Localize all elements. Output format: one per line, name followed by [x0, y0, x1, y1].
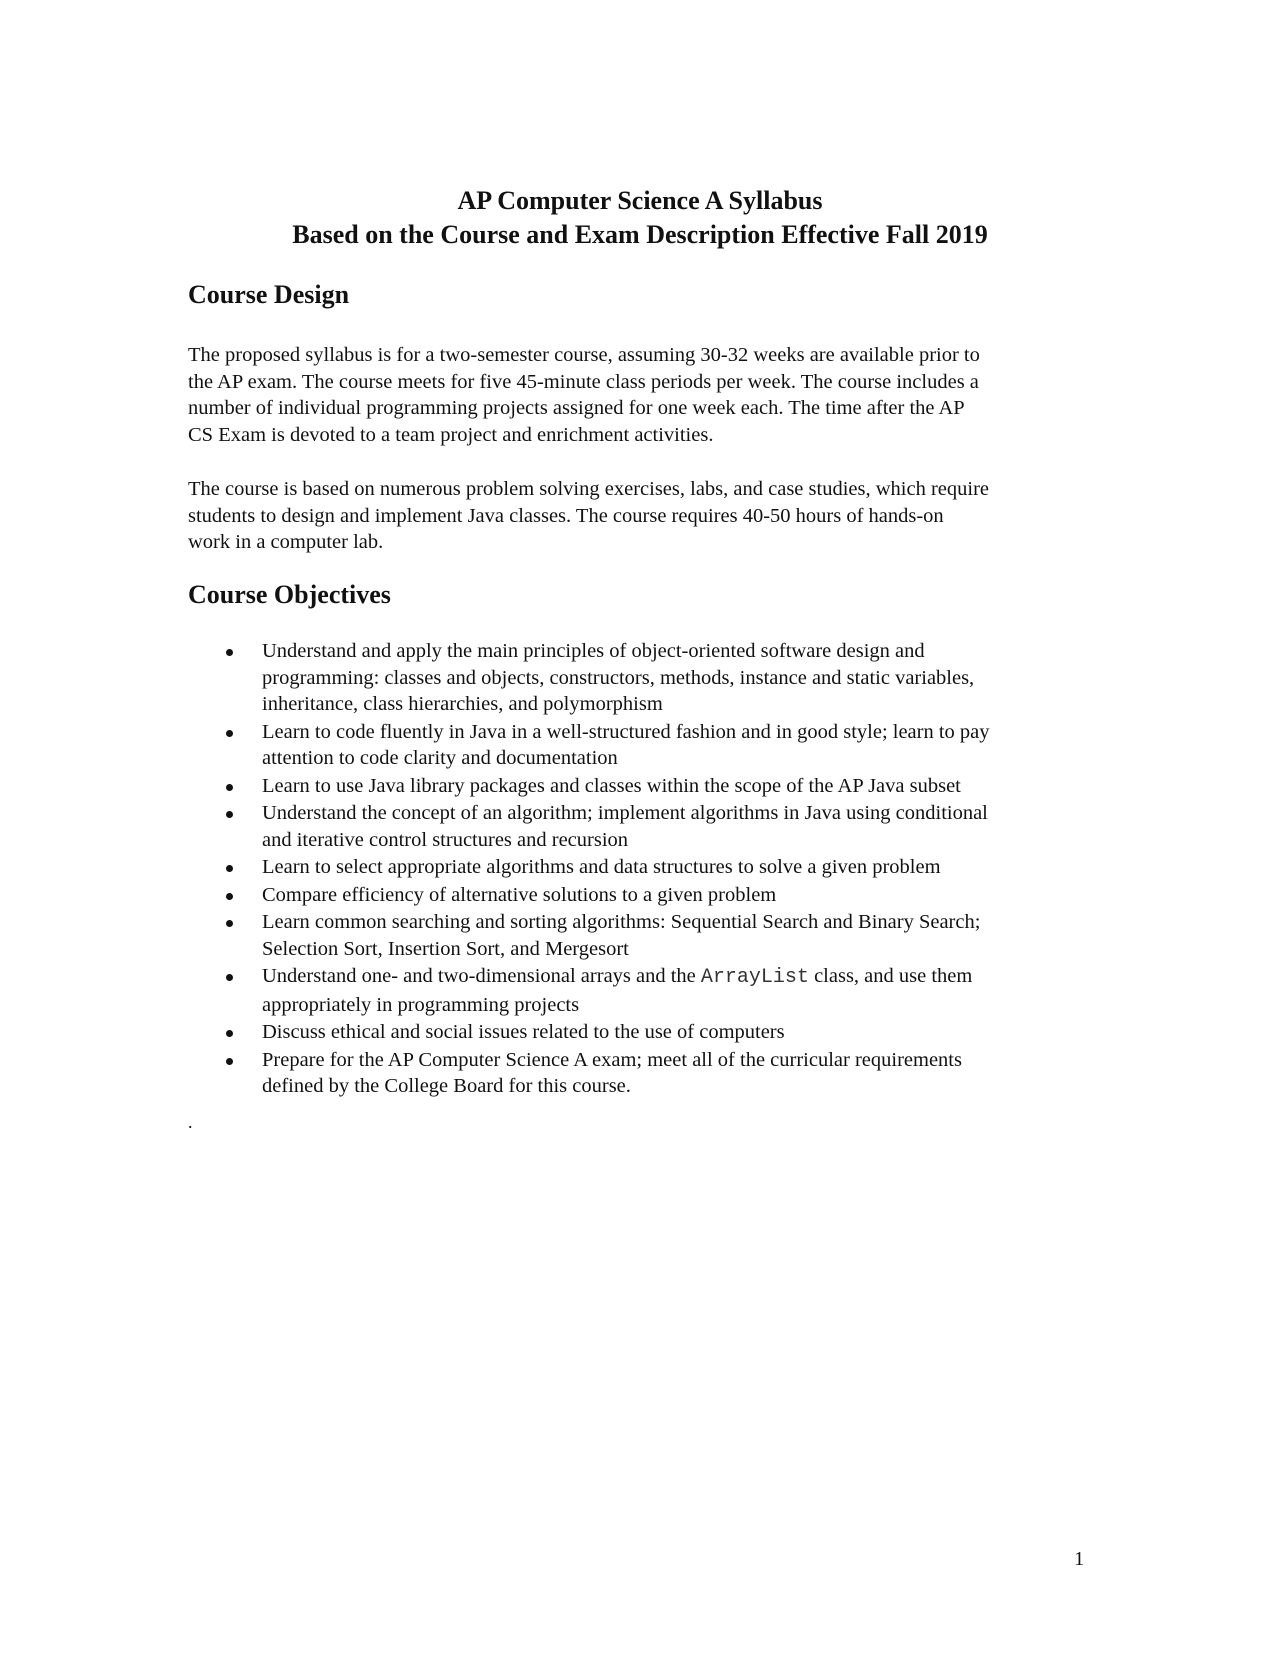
list-item: Understand the concept of an algorithm; implement algorithms in Java using conditional and iterative control structures and recursion [188, 800, 1088, 853]
bullet-icon [226, 1058, 233, 1065]
paragraph-line: number of individual programming projects assigned for one week each. The time after the AP [188, 397, 965, 419]
course-design-paragraph-1 [188, 342, 1088, 448]
paragraph-line: students to design and implement Java classes. The course requires 40-50 hours of hands-on [188, 504, 944, 527]
list-item: Learn common searching and sorting algorithms: Sequential Search and Binary Search; Selection Sort, Insertion Sort, and Mergesort [188, 909, 1088, 962]
paragraph-line: the AP exam. The course meets for five 45-minute class periods per week. The course includes a [188, 370, 979, 393]
objectives-list [188, 638, 1088, 1101]
paragraph-line: The course is based on numerous problem solving exercises, labs, and case studies, which require [188, 478, 989, 500]
list-item: Prepare for the AP Computer Science A exam; meet all of the curricular requirements defined by the College Board for this course. [188, 1047, 1088, 1100]
bullet-icon [226, 920, 233, 927]
document-title [0, 184, 1280, 252]
list-item: Understand and apply the main principles of object-oriented software design and programming: classes and objects, constructors, methods, instance and static variables, inheritance, class hierarchies, and polymorphism [188, 638, 1088, 718]
list-item: Learn to code fluently in Java in a well-structured fashion and in good style; learn to pay attention to code clarity and documentation [188, 719, 1088, 772]
title-line-1: AP Computer Science A Syllabus [457, 186, 823, 215]
course-design-heading: Course Design [188, 280, 350, 309]
bullet-icon [226, 893, 233, 900]
paragraph-line: The proposed syllabus is for a two-semester course, assuming 30-32 weeks are available prior to [188, 344, 980, 366]
bullet-icon [226, 1030, 233, 1037]
page-number: 1 [1074, 1548, 1085, 1570]
list-item: Discuss ethical and social issues related to the use of computers [188, 1019, 1088, 1046]
course-design-paragraph-2 [188, 476, 1088, 556]
stray-period: . [188, 1112, 193, 1132]
list-item: Learn to use Java library packages and classes within the scope of the AP Java subset [188, 773, 1088, 800]
bullet-icon [226, 730, 233, 737]
title-line-2: Based on the Course and Exam Description Effective Fall 2019 [292, 220, 988, 249]
bullet-icon [226, 974, 233, 981]
course-objectives-heading: Course Objectives [188, 580, 391, 609]
paragraph-line: work in a computer lab. [188, 531, 384, 553]
bullet-icon [226, 865, 233, 872]
code-arraylist: ArrayList [700, 966, 809, 989]
paragraph-line: CS Exam is devoted to a team project and enrichment activities. [188, 423, 714, 446]
bullet-icon [226, 649, 233, 656]
list-item: Understand one- and two-dimensional arrays and the ArrayList class, and use them appropriately in programming projects [188, 963, 1088, 1018]
bullet-icon [226, 784, 233, 791]
bullet-icon [226, 811, 233, 818]
list-item: Learn to select appropriate algorithms and data structures to solve a given problem [188, 854, 1088, 881]
list-item: Compare efficiency of alternative solutions to a given problem [188, 882, 1088, 909]
